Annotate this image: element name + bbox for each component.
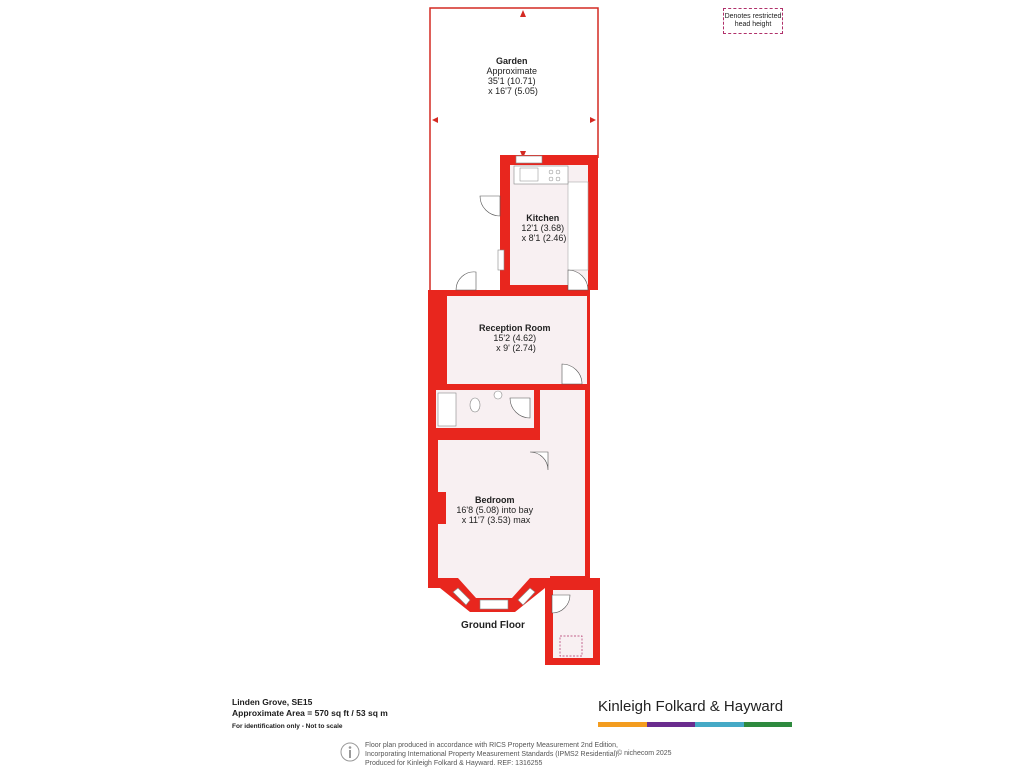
chimney-breast [436, 492, 446, 524]
footer-credit: © nichecom 2025 [617, 750, 672, 757]
room-dimension: 16'8 (5.08) into bay [456, 505, 534, 515]
property-address: Linden Grove, SE15 [232, 697, 313, 707]
room-name: Garden [495, 56, 528, 66]
footer-notes [365, 741, 619, 768]
toilet-icon [470, 398, 480, 412]
property-area: Approximate Area = 570 sq ft / 53 sq m [232, 708, 388, 718]
property-info [232, 697, 388, 732]
room-dimension: 15'2 (4.62) [493, 333, 537, 343]
room-dimension: x 11'7 (3.53) max [461, 515, 531, 525]
room-dimension: Approximate [486, 66, 538, 76]
footer-line: Incorporating International Property Measurement Standards (IPMS2 Residential). [365, 751, 620, 758]
restricted-height-legend [723, 8, 783, 34]
info-icon [340, 742, 360, 762]
property-disclaimer: For identification only - Not to scale [232, 723, 343, 730]
footer-line: Floor plan produced in accordance with RICS Property Measurement 2nd Edition, [365, 742, 618, 749]
brand-bar-segment [598, 722, 647, 727]
bath-icon [438, 393, 456, 426]
footer-line: Produced for Kinleigh Folkard & Hayward. REF: 1316255 [365, 760, 543, 767]
floor-label: Ground Floor [461, 620, 525, 631]
room-dimension: 12'1 (3.68) [521, 223, 565, 233]
kitchen-worktop [568, 182, 588, 270]
brand-logo-text: Kinleigh Folkard & Hayward [598, 698, 784, 715]
brand-bar-segment [647, 722, 696, 727]
legend-text: Denotes restricted head height [724, 13, 782, 28]
room-label-kitchen [521, 213, 566, 243]
brand-color-bar [598, 722, 792, 727]
room-name: Reception Room [478, 323, 551, 333]
basin-icon [494, 391, 502, 399]
room-dimension: x 8'1 (2.46) [521, 233, 567, 243]
kitchen-units [514, 166, 568, 184]
room-dimension: x 9' (2.74) [496, 343, 536, 353]
room-name: Kitchen [526, 213, 560, 223]
room-dimension: 35'1 (10.71) [487, 76, 536, 86]
chimney-breast [436, 324, 447, 346]
brand-bar-segment [695, 722, 744, 727]
room-name: Bedroom [474, 495, 515, 505]
brand-bar-segment [744, 722, 793, 727]
room-dimension: x 16'7 (5.05) [488, 86, 538, 96]
room-label-garden [486, 56, 539, 96]
